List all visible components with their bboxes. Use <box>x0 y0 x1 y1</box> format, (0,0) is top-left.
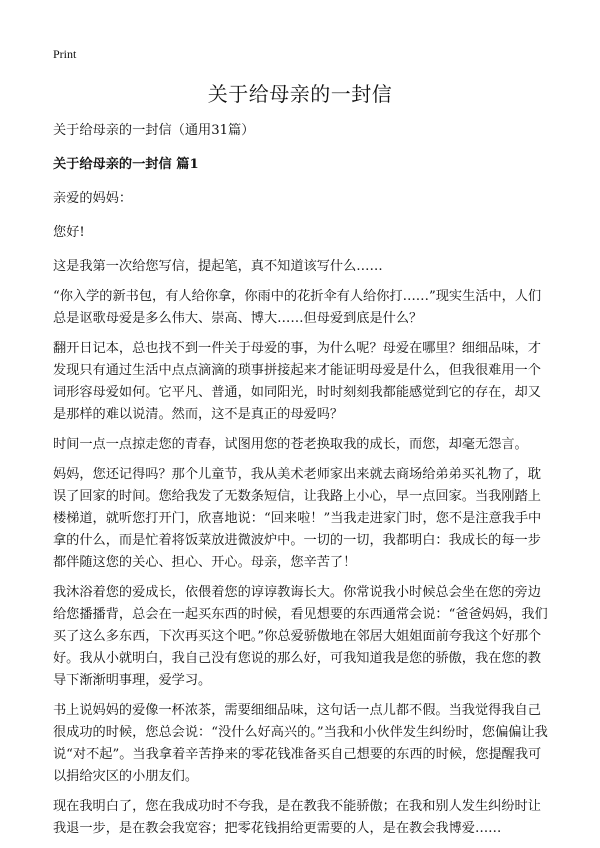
letter-content <box>53 120 549 848</box>
print-link[interactable]: Print <box>53 47 77 61</box>
section-heading: 关于给母亲的一封信 篇1 <box>53 157 199 172</box>
paragraph-2: “你入学的新书包，有人给你拿，你雨中的花折伞有人给你打……”现实生活中，人们总是讴歌母爱是多么伟大、崇高、博大……但母爱到底是什么？ <box>53 289 542 326</box>
paragraph-8: 现在我明白了，您在我成功时不夸我，是在教我不能骄傲；在我和别人发生纠纷时让我退一步，是在教会我宽容；把零花钱捐给更需要的人，是在教会我博爱…… <box>53 799 541 836</box>
paragraph-4: 时间一点一点掠走您的青春，试图用您的苍老换取我的成长，而您，却毫无怨言。 <box>53 437 528 452</box>
salutation: 亲爱的妈妈： <box>53 191 133 206</box>
paragraph-6: 我沐浴着您的爱成长，依偎着您的谆谆教诲长大。你常说我小时候总会坐在您的旁边给您播播背，总会在一起买东西的时候，看见想要的东西通常会说：“爸爸妈妈，我们买了这么多东西，下次再买这个吧。”你总爱骄傲地在邻居大姐姐面前夸我这个好那个好。我从小就明白，我自己没有您说的那么好，可我知道我是您的骄傲，我在您的教导下渐渐明事理，爱学习。 <box>53 585 548 688</box>
paragraph-7: 书上说妈妈的爱像一杯浓茶，需要细细品味，这句话一点儿都不假。当我觉得我自己很成功的时候，您总会说：“没什么好高兴的。”当我和小伙伴发生纠纷时，您偏偏让我说“对不起”。当我拿着辛苦挣来的零花钱准备买自己想要的东西的时候，您提醒我可以捐给灾区的小朋友们。 <box>53 703 548 784</box>
paragraph-1: 这是我第一次给您写信，提起笔，真不知道该写什么…… <box>53 259 383 274</box>
paragraph-3: 翻开日记本，总也找不到一件关于母爱的事，为什么呢？母爱在哪里？细细品味，才发现只有通过生活中点点滴滴的琐事拼接起来才能证明母爱是什么，但我很难用一个词形容母爱如何。它平凡、普通，如同阳光，时时刻刻我都能感觉到它的存在，却又是那样的难以说清。然而，这不是真正的母爱吗？ <box>53 341 541 422</box>
document-subtitle: 关于给母亲的一封信（通用31篇） <box>53 123 255 138</box>
paragraph-5: 妈妈，您还记得吗？那个儿童节，我从美术老师家出来就去商场给弟弟买礼物了，耽误了回家的时间。您给我发了无数条短信，让我路上小心，早一点回家。当我刚踏上楼梯道，就听您打开门，欣喜地说：“回来啦！”当我走进家门时，您不是注意我手中拿的什么，而是忙着将饭菜放进微波炉中。一切的一切，我都明白：我成长的每一步都伴随这您的关心、担心、开心。母亲，您辛苦了！ <box>53 467 542 570</box>
document-title: 关于给母亲的一封信 <box>207 82 393 106</box>
greeting: 您好! <box>53 225 85 240</box>
